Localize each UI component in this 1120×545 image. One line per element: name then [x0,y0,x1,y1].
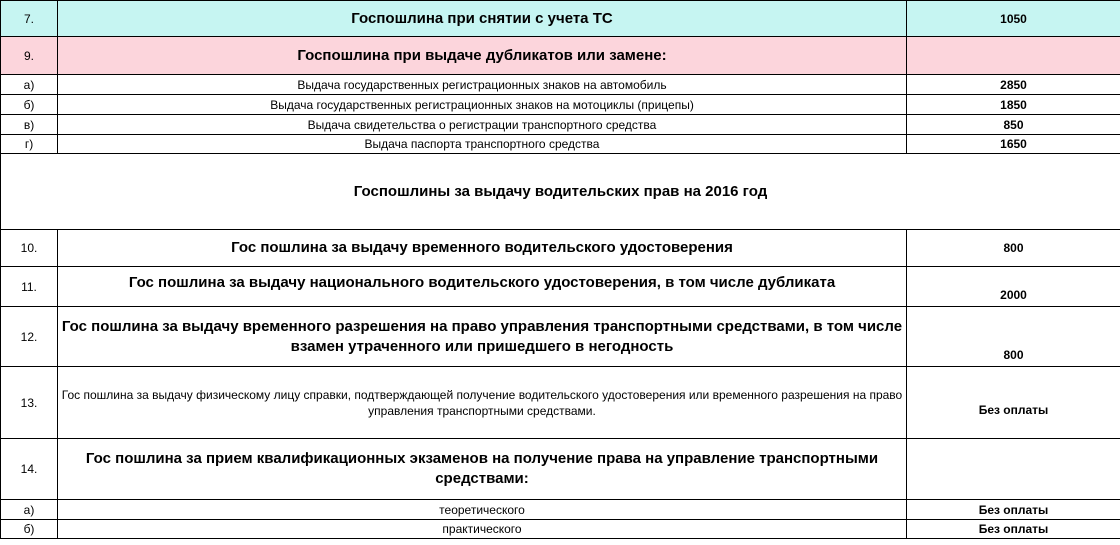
row-number: а) [1,75,58,95]
table-row [1,135,1120,154]
table-row [1,307,1120,367]
fee-value: 800 [907,230,1120,267]
fee-description: теоретического [58,500,907,520]
row-number: 14. [1,439,58,500]
table-row [1,115,1120,135]
table-row [1,230,1120,267]
table-row [1,1,1120,37]
fee-value: 2000 [907,267,1120,307]
fee-description: Выдача государственных регистрационных знаков на автомобиль [58,75,907,95]
fee-description: практического [58,520,907,539]
fee-description: Выдача паспорта транспортного средства [58,135,907,154]
fee-value: Без оплаты [907,500,1120,520]
fee-value: Без оплаты [907,367,1120,439]
table-row [1,439,1120,500]
fee-value [907,439,1120,500]
table-row [1,520,1120,539]
fee-description: Гос пошлина за выдачу временного разрешения на право управления транспортными средствами, в том числе взамен утраченного или пришедшего в негодность [58,307,907,367]
row-number: 13. [1,367,58,439]
fee-value: 1650 [907,135,1120,154]
fee-value: Без оплаты [907,520,1120,539]
fee-value: 1850 [907,95,1120,115]
row-number: г) [1,135,58,154]
row-number: 11. [1,267,58,307]
fee-description: Госпошлина при снятии с учета ТС [58,1,907,37]
row-number: б) [1,95,58,115]
table-row [1,75,1120,95]
table-row [1,267,1120,307]
fee-value [907,37,1120,75]
fee-value: 800 [907,307,1120,367]
fee-description: Выдача свидетельства о регистрации транспортного средства [58,115,907,135]
fee-description: Гос пошлина за выдачу национального водительского удостоверения, в том числе дубликата [58,267,907,307]
fee-group-title: Госпошлина при выдаче дубликатов или замене: [58,37,907,75]
section-title: Госпошлины за выдачу водительских прав на 2016 год [1,154,1120,230]
fee-value: 850 [907,115,1120,135]
fee-description: Выдача государственных регистрационных знаков на мотоциклы (прицепы) [58,95,907,115]
row-number: б) [1,520,58,539]
row-number: 12. [1,307,58,367]
section-header-row [1,154,1120,230]
table-row [1,95,1120,115]
table-row [1,367,1120,439]
row-number: а) [1,500,58,520]
row-number: 9. [1,37,58,75]
table-row [1,37,1120,75]
fee-description: Гос пошлина за выдачу физическому лицу справки, подтверждающей получение водительского удостоверения или временного разрешения на право управления транспортными средствами. [58,367,907,439]
table-row [1,500,1120,520]
row-number: 10. [1,230,58,267]
fee-value: 2850 [907,75,1120,95]
row-number: в) [1,115,58,135]
fee-description: Гос пошлина за выдачу временного водительского удостоверения [58,230,907,267]
fee-value: 1050 [907,1,1120,37]
row-number: 7. [1,1,58,37]
fee-group-title: Гос пошлина за прием квалификационных экзаменов на получение права на управление транспортными средствами: [58,439,907,500]
